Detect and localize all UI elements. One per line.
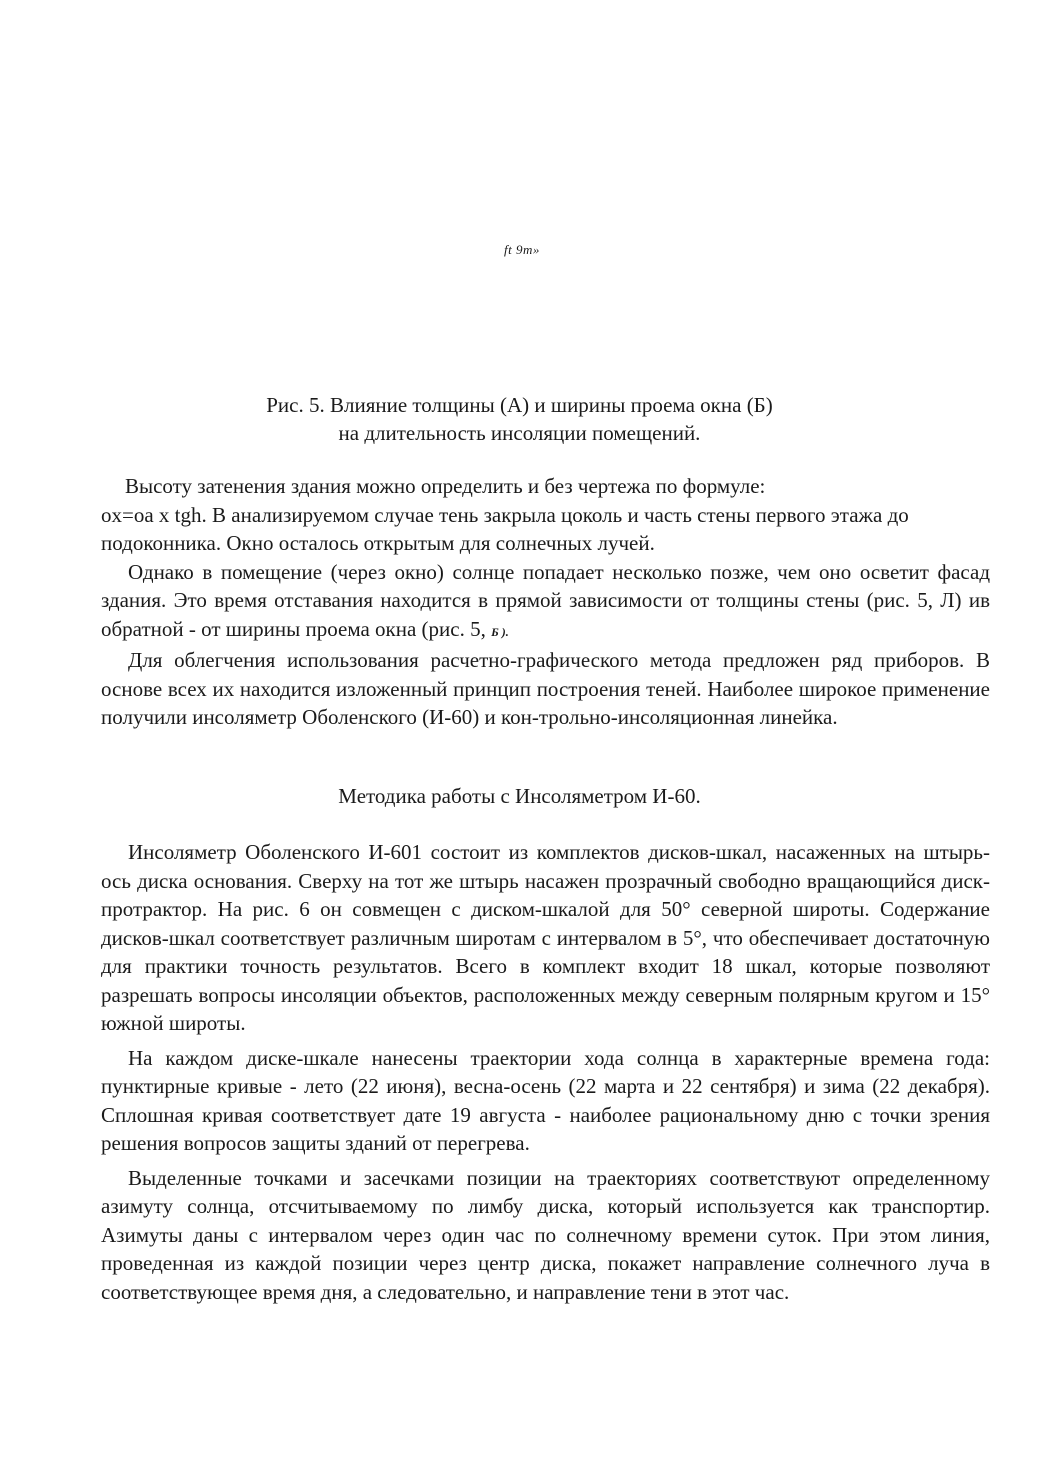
figure-caption-line-1: Рис. 5. Влияние толщины (А) и ширины проема окна (Б) bbox=[266, 393, 773, 417]
paragraph-formula-intro: Высоту затенения здания можно определить и без чертежа по формуле: bbox=[125, 474, 766, 498]
page-mark: ft 9m» bbox=[504, 242, 540, 257]
paragraph-trajectories: На каждом диске-шкале нанесены траектории хода солнца в характерные времена года: пунктирные кривые - лето (22 июня), весна-осень (22 марта и 22 сентября) и зима (22 декабря). Сплошная кривая соответствует дате 19 августа - наиболее рациональному дню с точки зрения решения вопросов защиты зданий от перегрева. bbox=[101, 1045, 990, 1155]
method-text bbox=[101, 838, 990, 1306]
figure-ref-b: Б ). bbox=[491, 624, 509, 639]
paragraph-insolameter: Инсоляметр Оболенского И-601 состоит из комплектов дисков-шкал, насаженных на штырь-ось диска основания. Сверху на тот же штырь насажен прозрачный свободно вращающийся диск-протрактор. На рис. 6 он совмещен с диском-шкалой для 50° северной широты. Содержание дисков-шкал соответствует различным широтам с интервалом в 5°, что обеспечивает достаточную для практики точность результатов. Всего в комплект входит 18 шкал, которые позволяют разрешать вопросы инсоляции объектов, расположенных между северным полярным кругом и 15° южной широты. bbox=[101, 840, 990, 1035]
figure-caption bbox=[0, 391, 1039, 447]
figure-caption-line-2: на длительность инсоляции помещений. bbox=[338, 421, 701, 445]
paragraph-formula-body: ox=oa x tgh. В анализируемом случае тень закрыла цоколь и часть стены первого этажа до подоконника. Окно осталось открытым для солнечных лучей. bbox=[101, 502, 909, 555]
paragraph-delay-text: Однако в помещение (через окно) солнце попадает несколько позже, чем оно осветит фасад здания. Это время отставания находится в прямой зависимости от толщины стены (рис. 5, Л) ив обратной - от ширины проема окна (рис. 5, bbox=[101, 559, 990, 641]
paragraph-delay bbox=[101, 558, 990, 647]
intro-text bbox=[101, 472, 990, 732]
paragraph-instruments: Для облегчения использования расчетно-графического метода предложен ряд приборов. В основе всех их находится изложенный принцип построения теней. Наиболее широкое применение получили инсоляметр Оболенского (И-60) и кон-трольно-инсоляционная линейка. bbox=[101, 648, 990, 729]
paragraph-azimuth: Выделенные точками и засечками позиции на траекториях соответствуют определенному азимуту солнца, отсчитываемому по лимбу диска, который используется как транспортир. Азимуты даны с интервалом через один час по солнечному времени суток. При этом линия, проведенная из каждой позиции через центр диска, покажет направление солнечного луча в соответствующее время дня, а следовательно, и направление тени в этот час. bbox=[101, 1165, 990, 1304]
section-heading: Методика работы с Инсоляметром И-60. bbox=[338, 784, 701, 808]
